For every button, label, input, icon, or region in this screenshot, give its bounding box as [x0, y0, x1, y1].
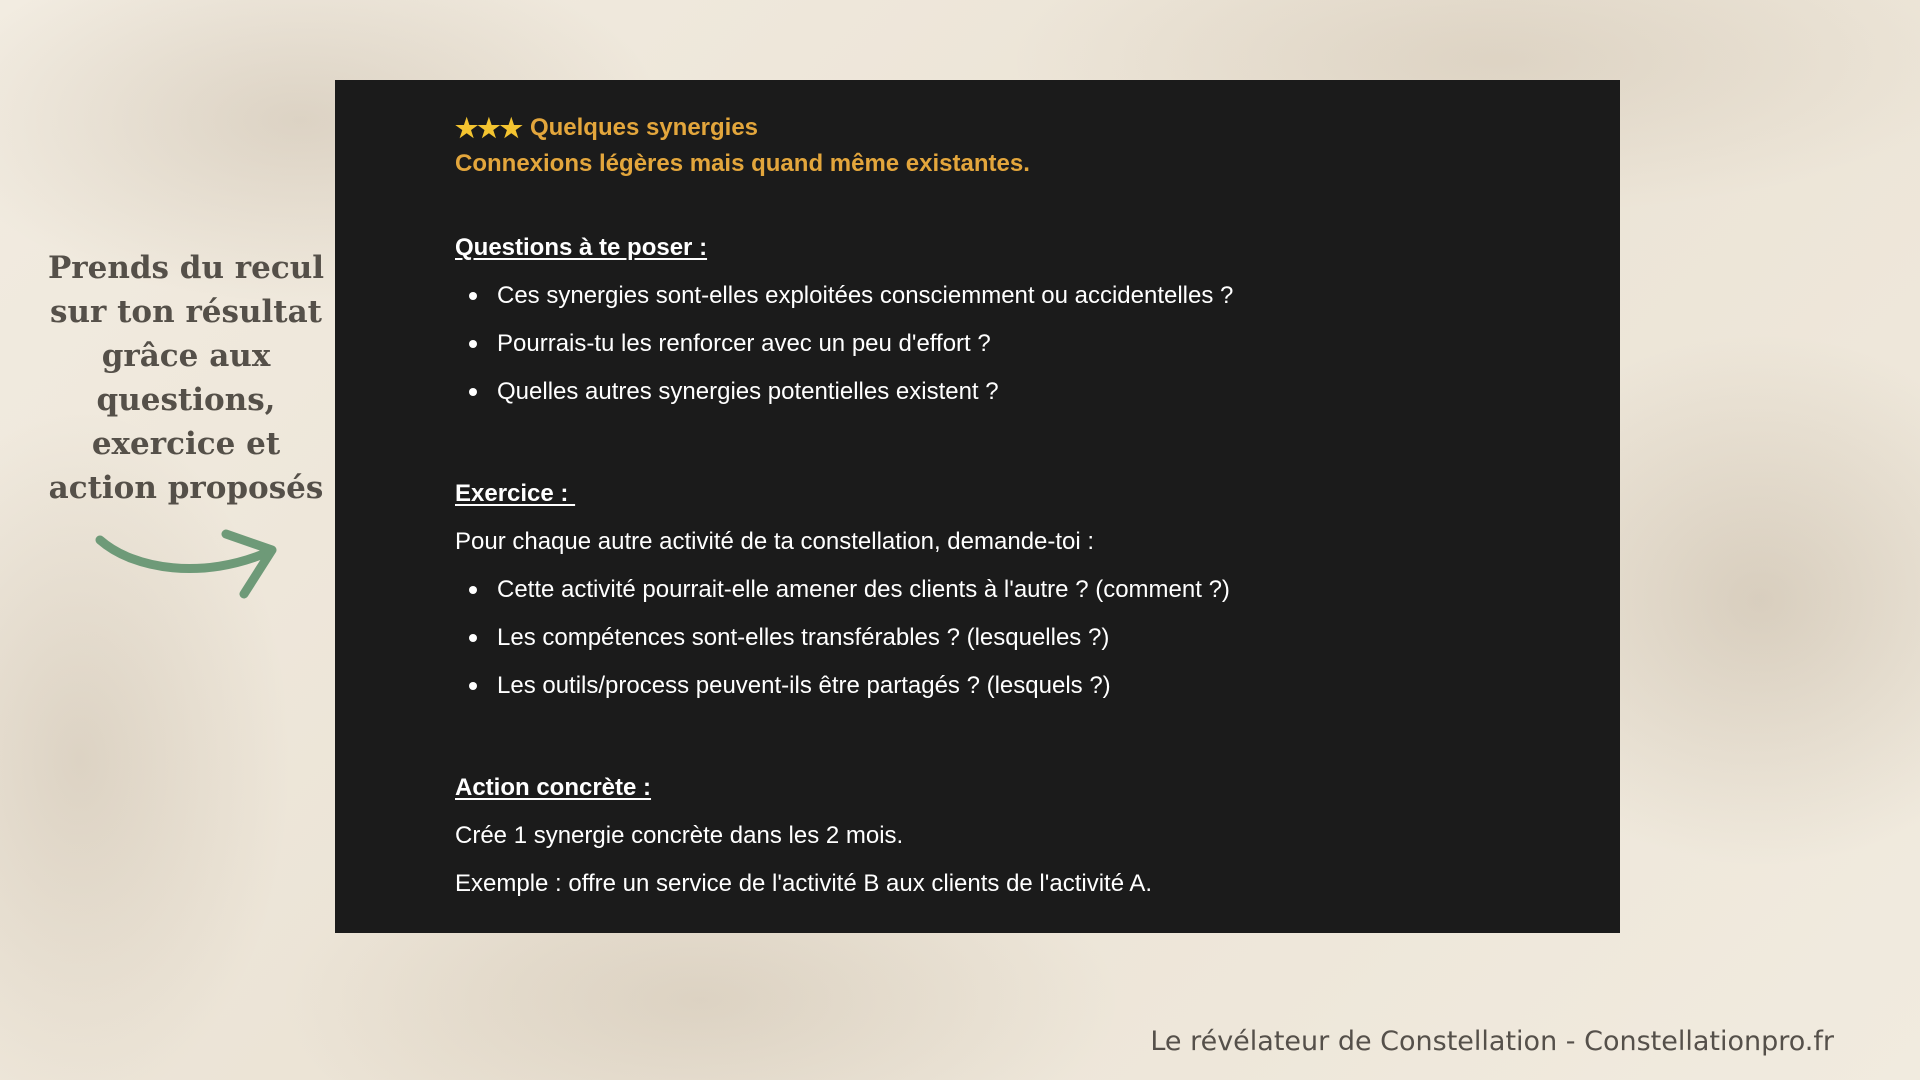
- list-item: Quelles autres synergies potentielles existent ?: [455, 368, 1620, 416]
- exercise-list: [455, 566, 1620, 710]
- three-stars-icon: ★★★: [455, 112, 522, 143]
- curved-arrow-icon: [94, 528, 284, 608]
- questions-heading: Questions à te poser :: [455, 234, 708, 261]
- action-line-2: Exemple : offre un service de l'activité B aux clients de l'activité A.: [455, 870, 1153, 897]
- action-line-1: Crée 1 synergie concrète dans les 2 mois.: [455, 822, 904, 849]
- footer-credit: Le révélateur de Constellation - Constellationpro.fr: [1150, 1026, 1834, 1057]
- card-subtitle: Connexions légères mais quand même existantes.: [455, 150, 1030, 177]
- list-item: Les compétences sont-elles transférables ? (lesquelles ?): [455, 614, 1620, 662]
- questions-list: [455, 272, 1620, 416]
- exercise-heading: Exercice :: [455, 480, 576, 507]
- list-item: Ces synergies sont-elles exploitées consciemment ou accidentelles ?: [455, 272, 1620, 320]
- exercise-intro: Pour chaque autre activité de ta constellation, demande-toi :: [455, 528, 1095, 555]
- action-heading: Action concrète :: [455, 774, 652, 801]
- card-title-line: [455, 110, 1620, 146]
- sidebar-caption: Prends du recul sur ton résultat grâce aux questions, exercice et action proposés: [47, 250, 325, 506]
- synergies-card: [335, 80, 1620, 933]
- list-item: Cette activité pourrait-elle amener des clients à l'autre ? (comment ?): [455, 566, 1620, 614]
- card-title: Quelques synergies: [529, 114, 759, 141]
- list-item: Les outils/process peuvent-ils être partagés ? (lesquels ?): [455, 662, 1620, 710]
- list-item: Pourrais-tu les renforcer avec un peu d'effort ?: [455, 320, 1620, 368]
